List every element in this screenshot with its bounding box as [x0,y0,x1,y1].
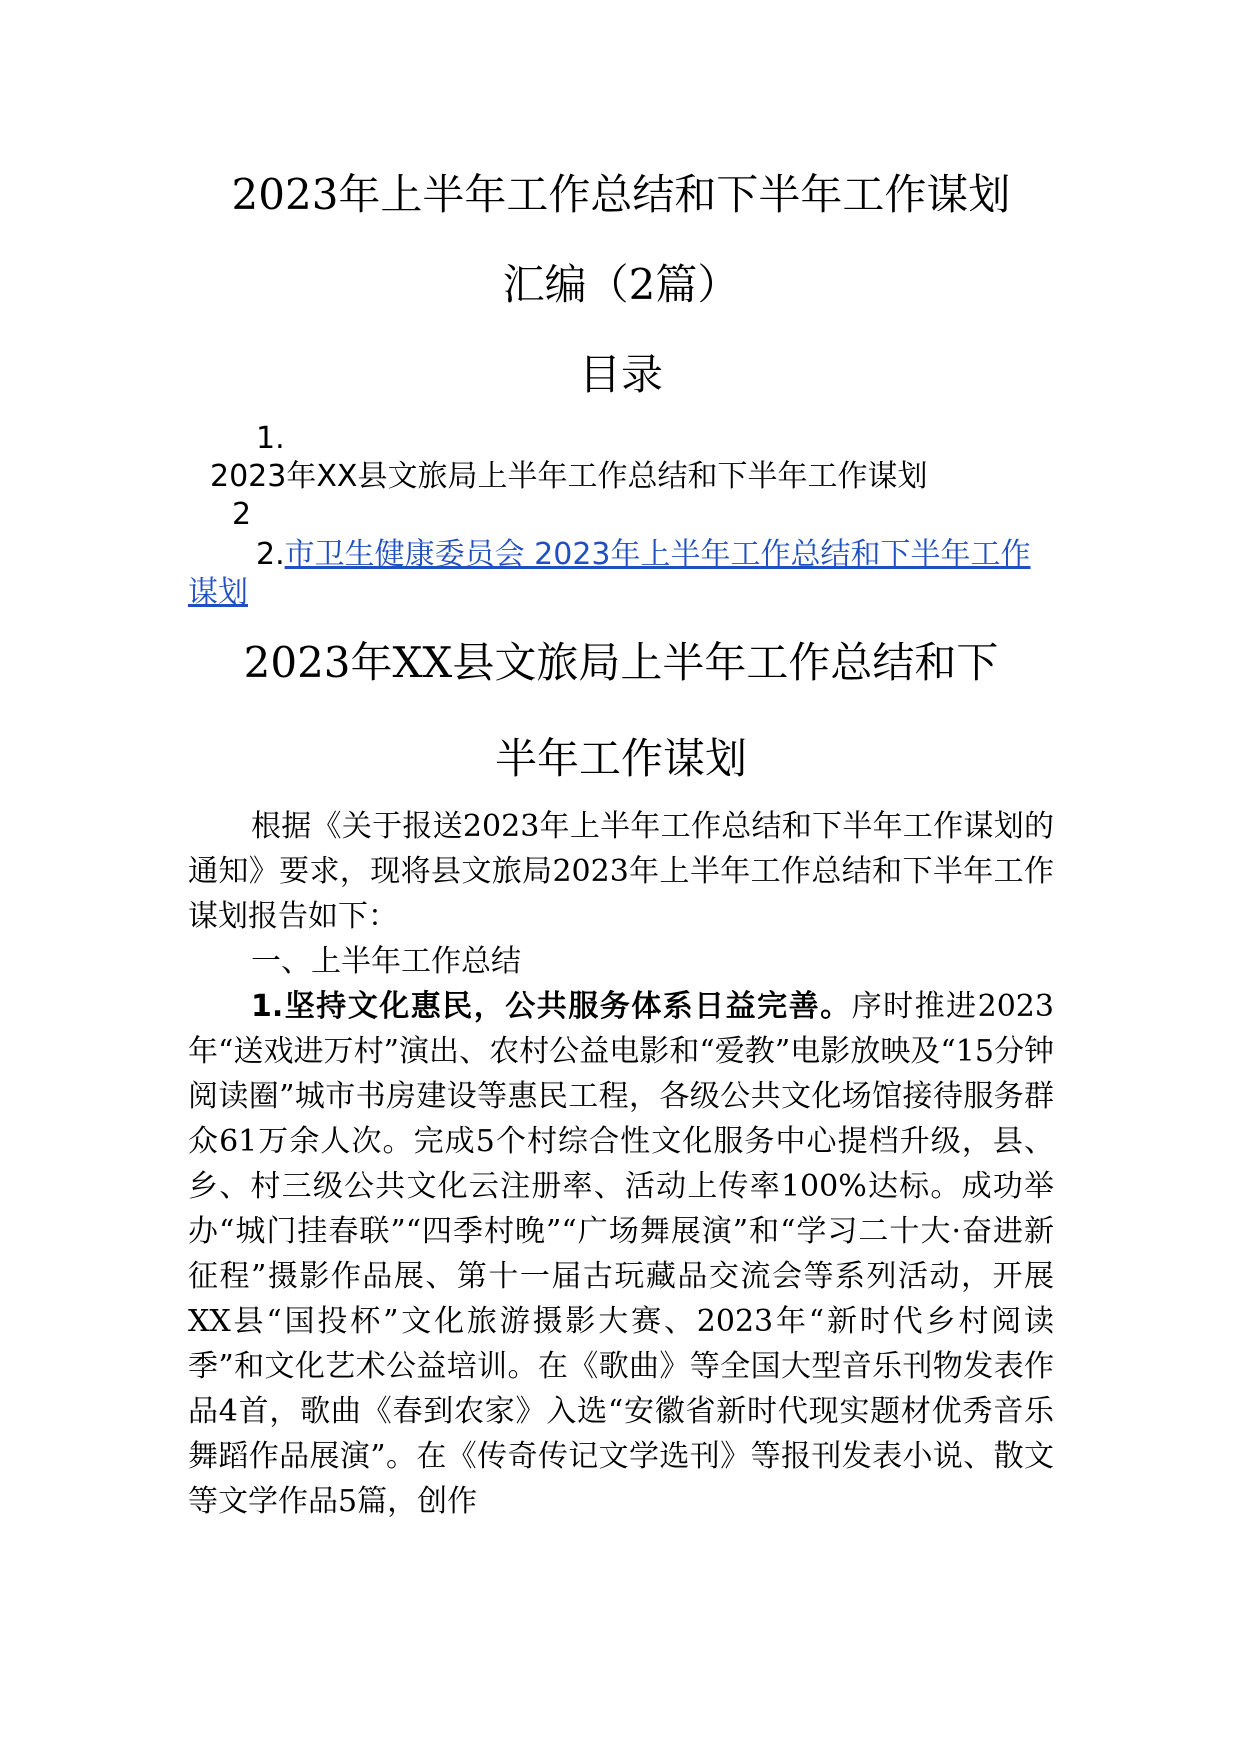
toc-item-page: 2 [232,497,252,532]
point-1-paragraph [188,984,1054,1524]
point-1-text: 序时推进2023年“送戏进万村”演出、农村公益电影和“爱教”电影放映及“15分钟阅读圈”城市书房建设等惠民工程，各级公共文化场馆接待服务群众61万余人次。完成5个村综合性文化服务中心提档升级，县、乡、村三级公共文化云注册率、活动上传率100%达标。成功举办“城门挂春联”“四季村晚”“广场舞展演”和“学习二十大·奋进新征程”摄影作品展、第十一届古玩藏品交流会等系列活动，开展XX县“国投杯”文化旅游摄影大赛、2023年“新时代乡村阅读季”和文化艺术公益培训。在《歌曲》等全国大型音乐刊物发表作品4首，歌曲《春到农家》入选“安徽省新时代现实题材优秀音乐舞蹈作品展演”。在《传奇传记文学选刊》等报刊发表小说、散文等文学作品5篇，创作 [188,989,1054,1519]
document-title-line-2: 汇编（2篇） [502,260,740,309]
toc-item[interactable] [188,420,1054,534]
toc-item-link[interactable]: 市卫生健康委员会 2023年上半年工作总结和下半年工作谋划 [188,537,1031,610]
toc-item-number: 2. [256,537,285,572]
toc-title: 目录 [578,350,663,399]
intro-paragraph: 根据《关于报送2023年上半年工作总结和下半年工作谋划的通知》要求，现将县文旅局2023年上半年工作总结和下半年工作谋划报告如下： [188,809,1054,934]
document-page [188,150,1054,1524]
document-title-line-1: 2023年上半年工作总结和下半年工作谋划 [231,170,1011,219]
table-of-contents [188,420,1054,612]
toc-item[interactable] [188,536,1054,612]
toc-item-number: 1. [256,421,285,456]
section-title-line-2: 半年工作谋划 [494,734,747,783]
section-title-line-1: 2023年XX县文旅局上半年工作总结和下 [243,638,999,687]
toc-item-text: 2023年XX县文旅局上半年工作总结和下半年工作谋划 [210,459,928,494]
heading-first-half-summary: 一、上半年工作总结 [251,944,521,979]
point-1-heading: 1.坚持文化惠民，公共服务体系日益完善。 [251,989,852,1024]
